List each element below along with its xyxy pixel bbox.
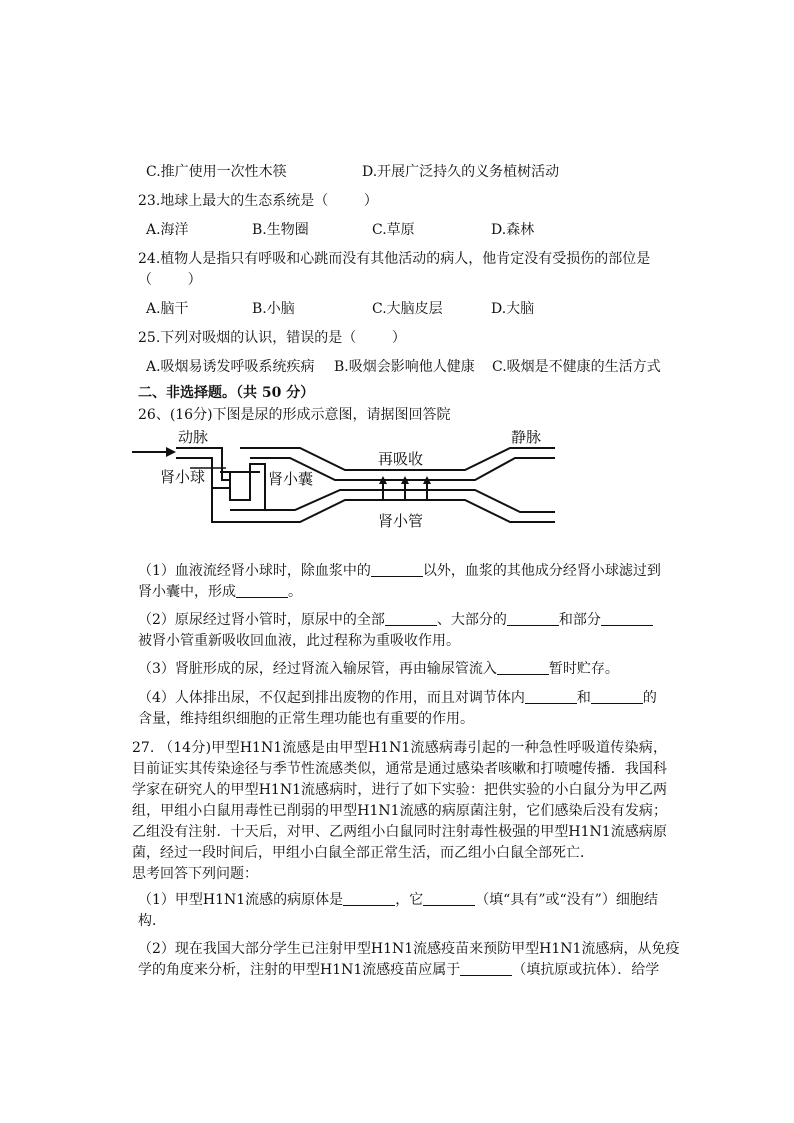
q27-prompt: 思考回答下列问题： xyxy=(132,866,258,882)
label-tubule: 肾小管 xyxy=(378,512,424,530)
q23-option-a: A.海洋 xyxy=(146,222,189,238)
answer-blank[interactable] xyxy=(236,583,288,598)
q25-stem: 25.下列对吸烟的认识，错误的是（ ） xyxy=(138,330,406,346)
q23-option-d: D.森林 xyxy=(491,222,535,238)
q27-paragraph: 27. （14分)甲型H1N1流感是由甲型H1N1流感病毒引起的一种急性呼吸道传染病，目前证实其传染途径与季节性流感类似，通常是通过感染者咳嗽和打喷嚏传播．我国科学家在研究人的甲型H1N1流感病时，进行了如下实验：把供实验的小白鼠分为甲乙两组，甲组小白鼠用毒性已削弱的甲型H1N1流感的病原菌注射，它们感染后没有发病；乙组没有注射．十天后，对甲、乙两组小白鼠同时注射毒性极强的甲型H1N1流感病原菌，经过一段时间后，甲组小白鼠全部正常生活，而乙组小白鼠全部死亡． xyxy=(132,740,667,861)
q26-sub2-text-b: 、大部分的 xyxy=(436,612,507,628)
q27-sub1-line2: 构． xyxy=(138,913,166,929)
q25-option-c: C.吸烟是不健康的生活方式 xyxy=(492,359,661,375)
q27-sub1-text-a: （1）甲型H1N1流感的病原体是 xyxy=(138,892,344,908)
q27-sub1-text-b: ，它 xyxy=(395,892,424,908)
q26-stem: 26、(16分)下图是尿的形成示意图，请据图回答院 xyxy=(138,407,451,423)
q22-option-c: C.推广使用一次性木筷 xyxy=(146,164,287,180)
q25-option-b: B.吸烟会影响他人健康 xyxy=(334,359,475,375)
answer-blank[interactable] xyxy=(591,689,643,704)
q24-option-d: D.大脑 xyxy=(491,301,535,317)
q26-sub2-line2: 被肾小管重新吸收回血液，此过程称为重吸收作用。 xyxy=(138,633,460,649)
q26-sub1-text-b: 以外，血浆的其他成分经肾小球滤过到 xyxy=(422,563,661,579)
q26-sub2-line1 xyxy=(138,610,653,630)
q26-sub3 xyxy=(138,659,619,679)
q26-sub3-text-a: （3）肾脏形成的尿，经过肾流入输尿管，再由输尿管流入 xyxy=(138,661,497,677)
q24-option-b: B.小脑 xyxy=(252,301,295,317)
glomerulus-loop xyxy=(230,472,250,500)
label-reabsorption: 再吸收 xyxy=(378,450,424,468)
q26-sub4-text-c: 的 xyxy=(642,690,657,706)
answer-blank[interactable] xyxy=(601,611,653,626)
q26-sub4-text-b: 和 xyxy=(576,690,591,706)
answer-blank[interactable] xyxy=(525,689,577,704)
urine-formation-diagram xyxy=(130,430,570,540)
label-vein: 静脉 xyxy=(511,430,542,446)
label-artery: 动脉 xyxy=(178,430,209,446)
q23-option-c: C.草原 xyxy=(372,222,415,238)
answer-blank[interactable] xyxy=(343,891,395,906)
q27-sub2-text-b: 学的角度来分析，注射的甲型H1N1流感疫苗应属于 xyxy=(138,962,461,978)
answer-blank[interactable] xyxy=(460,961,512,976)
q26-sub4-line2: 含量，维持组织细胞的正常生理功能也有重要的作用。 xyxy=(138,711,474,727)
q26-sub2-text-a: （2）原尿经过肾小管时，原尿中的全部 xyxy=(138,612,385,628)
answer-blank[interactable] xyxy=(507,611,559,626)
q26-sub1-line1 xyxy=(138,561,661,581)
q24-option-c: C.大脑皮层 xyxy=(372,301,443,317)
q23-option-b: B.生物圈 xyxy=(252,222,309,238)
q27-sub1-line1 xyxy=(138,890,658,910)
label-glomerulus: 肾小球 xyxy=(160,468,206,486)
q26-sub1-text-a: （1）血液流经肾小球时，除血浆中的 xyxy=(138,563,371,579)
q27-sub2-line2 xyxy=(138,960,659,980)
answer-blank[interactable] xyxy=(385,611,437,626)
q24-stem-line2: （ ） xyxy=(138,272,202,288)
q27-sub1-text-c: （填“具有”或“没有”）细胞结 xyxy=(475,892,658,908)
q26-sub4-text-a: （4）人体排出尿，不仅起到排出废物的作用，而且对调节体内 xyxy=(138,690,525,706)
q25-option-a: A.吸烟易诱发呼吸系统疾病 xyxy=(146,359,315,375)
q22-option-d: D.开展广泛持久的义务植树活动 xyxy=(362,164,560,180)
q24-option-a: A.脑干 xyxy=(146,301,189,317)
q23-stem: 23.地球上最大的生态系统是（ ） xyxy=(138,193,378,209)
label-capsule: 肾小囊 xyxy=(268,470,314,488)
answer-blank[interactable] xyxy=(497,660,549,675)
section-heading: 二、非选择题。（共 50 分） xyxy=(138,385,315,401)
q26-sub1-text-d: 。 xyxy=(288,584,302,600)
q26-sub1-text-c: 肾小囊中，形成 xyxy=(138,584,236,600)
q27-sub2-text-c: （填抗原或抗体）．给学 xyxy=(512,962,660,978)
q24-stem-line1: 24.植物人是指只有呼吸和心跳而没有其他活动的病人，他肯定没有受损伤的部位是 xyxy=(138,251,651,267)
q27-sub2-line1: （2）现在我国大部分学生已注射甲型H1N1流感疫苗来预防甲型H1N1流感病，从免疫 xyxy=(138,941,680,957)
q26-sub4-line1 xyxy=(138,688,657,708)
q26-sub3-text-b: 暂时贮存。 xyxy=(548,661,619,677)
answer-blank[interactable] xyxy=(423,891,475,906)
inflow-arrowhead xyxy=(166,447,176,457)
q26-sub2-text-c: 和部分 xyxy=(558,612,601,628)
answer-blank[interactable] xyxy=(371,562,423,577)
q26-sub1-line2 xyxy=(138,582,302,602)
